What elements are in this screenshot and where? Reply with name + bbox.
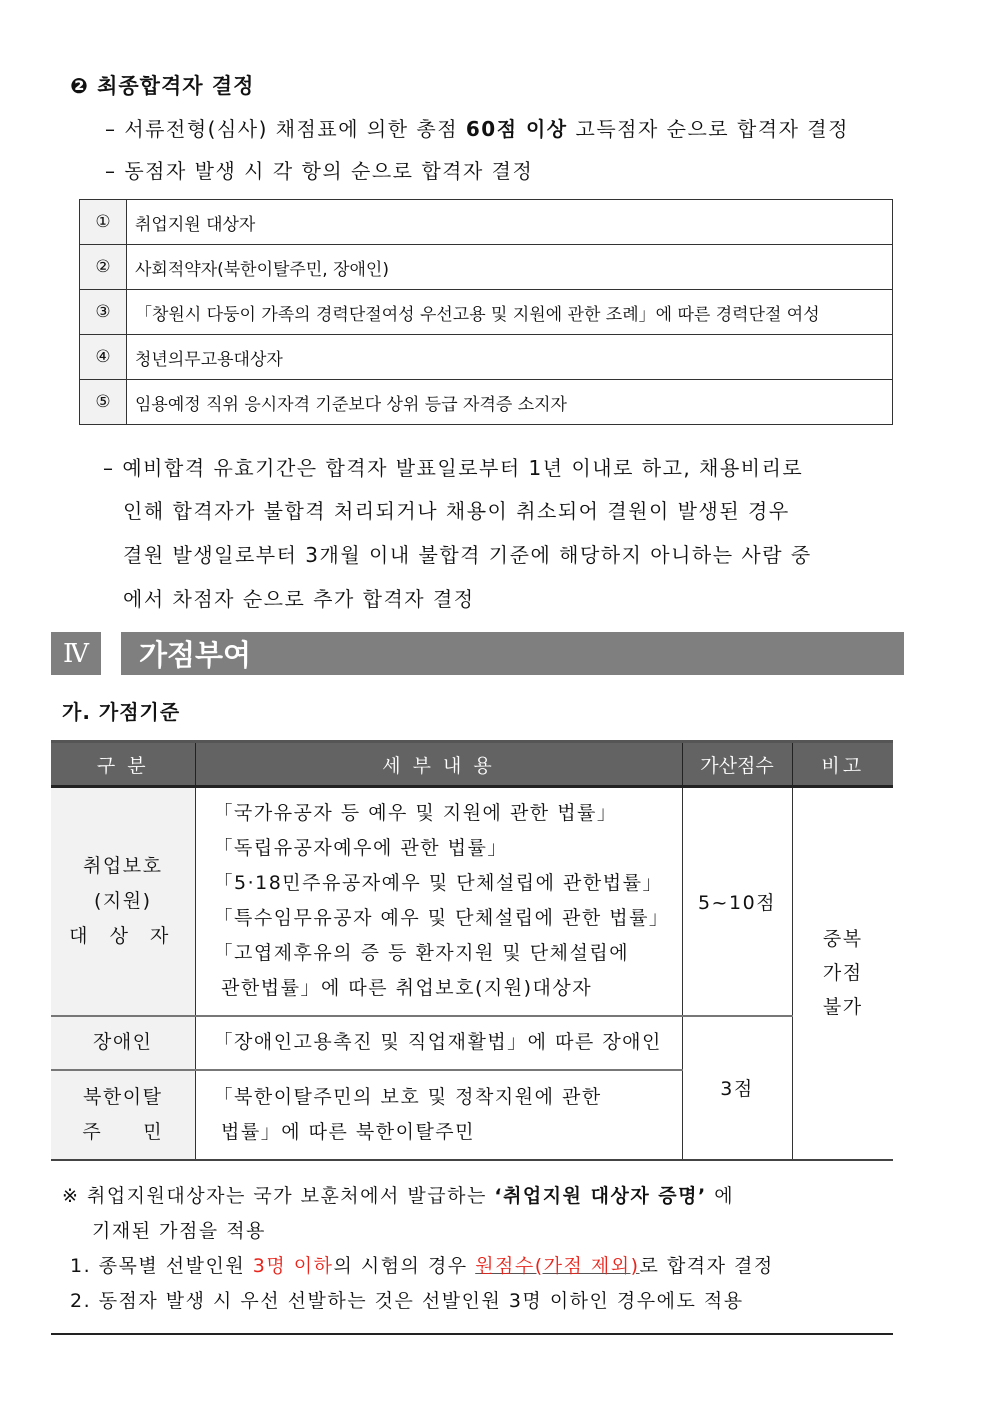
priority-number: ⑤ <box>80 380 127 425</box>
category-north-korean-defector <box>51 1070 195 1160</box>
final-decision-title: 최종합격자 결정 <box>97 74 255 98</box>
footnote-item-1 <box>70 1251 774 1278</box>
header-score: 가산점수 <box>682 742 792 787</box>
reserve-note-line-4: 에서 차점자 순으로 추가 합격자 결정 <box>123 587 475 611</box>
highlight-raw-score: 원점수(가점 제외) <box>475 1255 640 1277</box>
table-row <box>51 787 893 1016</box>
highlight-three-or-fewer: 3명 이하 <box>252 1255 334 1277</box>
bonus-criteria-table <box>51 740 893 1161</box>
footnote-text: 로 합격자 결정 <box>639 1255 774 1277</box>
score-employment-protection: 5~10점 <box>682 787 792 1016</box>
dash-marker: – <box>103 456 115 480</box>
certificate-name: ‘취업지원 대상자 증명’ <box>494 1185 707 1207</box>
reserve-note-line-3: 결원 발생일로부터 3개월 이내 불합격 기준에 해당하지 아니하는 사람 중 <box>123 543 812 567</box>
dash-marker: – <box>105 159 117 183</box>
detail-line: 「독립유공자예우에 관한 법률」 <box>213 837 508 860</box>
footnote-text: 동점자 발생 시 우선 선발하는 것은 선발인원 3명 이하인 경우에도 적용 <box>98 1290 744 1312</box>
category-line: 취업보호 <box>83 854 163 877</box>
reserve-note-line-1 <box>103 452 803 481</box>
priority-number: ① <box>80 200 127 245</box>
bullet-tie-rule <box>105 155 533 184</box>
detail-disabled <box>195 1016 682 1070</box>
priority-text: 청년의무고용대상자 <box>127 335 893 380</box>
header-detail: 세 부 내 용 <box>195 742 682 787</box>
bullet-total-score <box>105 113 849 142</box>
table-row <box>80 335 893 380</box>
detail-line: 「국가유공자 등 예우 및 지원에 관한 법률」 <box>213 802 618 825</box>
detail-line: 「특수임무유공자 예우 및 단체설립에 관한 법률」 <box>213 907 670 930</box>
table-row <box>80 290 893 335</box>
bold-threshold: 60점 이상 <box>465 117 568 141</box>
circled-two-marker: ❷ <box>70 74 89 98</box>
table-row <box>80 380 893 425</box>
footnote-asterisk-line-2: 기재된 가점을 적용 <box>92 1220 266 1242</box>
note-line: 불가 <box>822 996 863 1019</box>
footnote-item-2 <box>70 1286 744 1313</box>
category-line: 대 상 자 <box>69 924 177 947</box>
footnote-text: 취업지원대상자는 국가 보훈처에서 발급하는 <box>86 1185 495 1207</box>
header-note: 비고 <box>792 742 893 787</box>
detail-employment-protection <box>195 787 682 1016</box>
priority-text: 임용예정 직위 응시자격 기준보다 상위 등급 자격증 소지자 <box>127 380 893 425</box>
category-disabled <box>51 1016 195 1070</box>
detail-line: 「5·18민주유공자예우 및 단체설립에 관한법률」 <box>213 872 663 895</box>
section-number: Ⅳ <box>51 632 101 675</box>
reference-mark-icon: ※ <box>62 1185 80 1207</box>
detail-line: 관한법률」에 따른 취업보호(지원)대상자 <box>213 977 593 1000</box>
priority-number: ④ <box>80 335 127 380</box>
item-number: 1. <box>70 1255 92 1277</box>
score-disabled-defector: 3점 <box>682 1016 792 1160</box>
bullet-text: 동점자 발생 시 각 항의 순으로 합격자 결정 <box>124 159 534 183</box>
footnote-asterisk <box>62 1181 734 1208</box>
detail-line: 법률」에 따른 북한이탈주민 <box>213 1120 476 1143</box>
bullet-text: 고득점자 순으로 합격자 결정 <box>567 117 849 141</box>
bullet-text: 서류전형(심사) 채점표에 의한 총점 <box>124 117 466 141</box>
final-decision-heading <box>70 70 254 100</box>
table-header-row <box>51 742 893 787</box>
footnote-text: 의 시험의 경우 <box>333 1255 476 1277</box>
detail-line: 「북한이탈주민의 보호 및 정착지원에 관한 <box>213 1085 602 1108</box>
category-line: (지원) <box>93 889 152 912</box>
priority-number: ③ <box>80 290 127 335</box>
priority-text: 사회적약자(북한이탈주민, 장애인) <box>127 245 893 290</box>
section-title: 가점부여 <box>121 632 904 675</box>
note-line: 가점 <box>822 962 863 985</box>
category-line: 주 민 <box>82 1120 164 1143</box>
footnote-text: 종목별 선발인원 <box>98 1255 253 1277</box>
bottom-divider <box>51 1333 893 1335</box>
detail-line: 「고엽제후유의 증 등 환자지원 및 단체설립에 <box>213 942 630 965</box>
table-row <box>80 245 893 290</box>
category-employment-protection <box>51 787 195 1016</box>
item-number: 2. <box>70 1290 92 1312</box>
note-no-duplicate <box>792 787 893 1160</box>
table-row <box>51 1016 893 1070</box>
detail-north-korean-defector <box>195 1070 682 1160</box>
category-line: 장애인 <box>92 1031 153 1053</box>
reserve-note-line-2: 인해 합격자가 불합격 처리되거나 채용이 취소되어 결원이 발생된 경우 <box>123 499 790 523</box>
priority-text: 「창원시 다둥이 가족의 경력단절여성 우선고용 및 지원에 관한 조례」에 따른 경력단절 여성 <box>127 290 893 335</box>
reserve-note-text: 예비합격 유효기간은 합격자 발표일로부터 1년 이내로 하고, 채용비리로 <box>122 456 804 480</box>
subsection-title: 가. 가점기준 <box>62 700 181 724</box>
detail-line: 「장애인고용촉진 및 직업재활법」에 따른 장애인 <box>213 1031 662 1053</box>
category-line: 북한이탈 <box>83 1085 163 1108</box>
note-line: 중복 <box>822 928 863 951</box>
priority-number: ② <box>80 245 127 290</box>
dash-marker: – <box>105 117 117 141</box>
table-row <box>80 200 893 245</box>
footnote-text: 에 <box>706 1185 735 1207</box>
header-category: 구 분 <box>51 742 195 787</box>
priority-table <box>79 199 893 425</box>
priority-text: 취업지원 대상자 <box>127 200 893 245</box>
